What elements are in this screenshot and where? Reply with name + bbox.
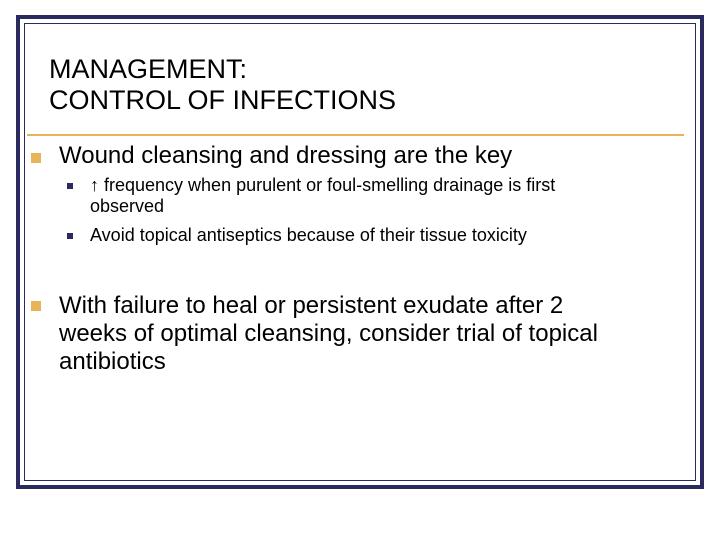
bullet-2-line-1: With failure to heal or persistent exudate after 2 <box>59 292 564 319</box>
bullet-1-text: Wound cleansing and dressing are the key <box>59 142 513 169</box>
sub-bullet-marker <box>67 183 73 189</box>
title-divider <box>27 134 684 136</box>
sub-bullet-1-line-2: observed <box>90 196 165 216</box>
sub-bullet-marker <box>67 233 73 239</box>
bullet-2-line-2: weeks of optimal cleansing, consider trial of topical <box>59 320 598 347</box>
bullet-marker <box>31 153 41 163</box>
title-line-2: CONTROL OF INFECTIONS <box>49 85 397 115</box>
sub-bullet-1-line-1: ↑ frequency when purulent or foul-smelling drainage is first <box>90 175 556 195</box>
bullet-2-line-3: antibiotics <box>59 348 166 375</box>
slide-title <box>49 54 396 116</box>
title-line-1: MANAGEMENT: <box>49 54 248 84</box>
bullet-marker <box>31 301 41 311</box>
sub-bullet-2-line-1: Avoid topical antiseptics because of their tissue toxicity <box>90 225 527 245</box>
